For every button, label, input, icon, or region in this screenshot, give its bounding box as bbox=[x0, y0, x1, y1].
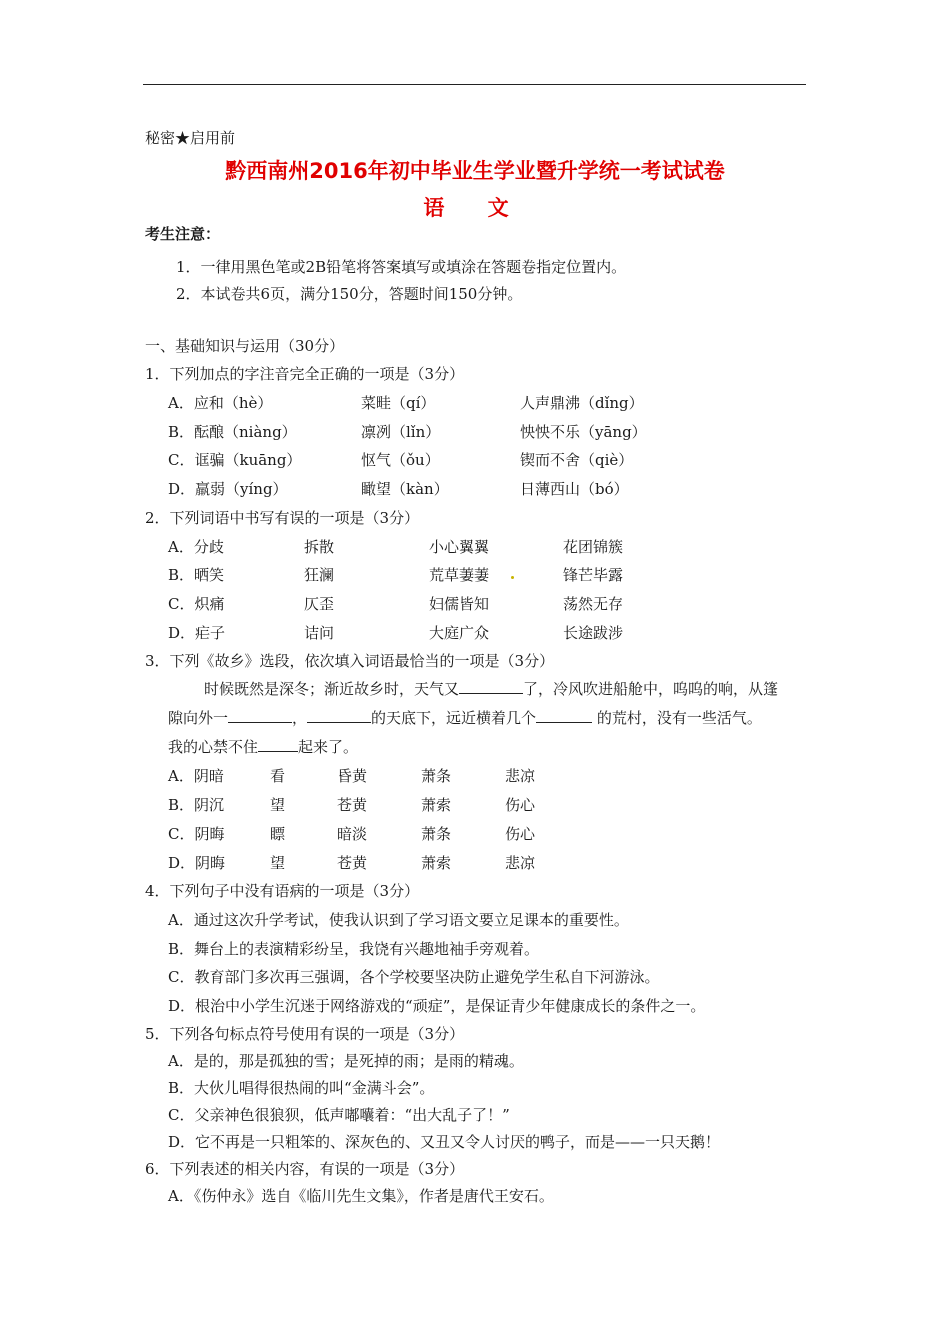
q1-option-cell: C．诓骗（kuāng） bbox=[168, 451, 302, 469]
subject-title: 语 文 bbox=[423, 196, 527, 220]
section-heading: 一、基础知识与运用（30分） bbox=[145, 337, 345, 355]
q3-option-cell: 苍黄 bbox=[337, 854, 368, 872]
q3-option-cell: 瞟 bbox=[270, 825, 286, 843]
q2-option-cell: 荒草萋萋 bbox=[429, 566, 490, 584]
q1-option-cell: D．羸弱（yíng） bbox=[168, 480, 288, 498]
secret-label: 秘密★启用前 bbox=[145, 129, 236, 147]
q2-option-cell: C．炽痛 bbox=[168, 595, 225, 613]
fill-blank bbox=[258, 735, 298, 752]
q1-option-cell: A．应和（hè） bbox=[168, 394, 273, 412]
question-6-stem: 6．下列表述的相关内容，有误的一项是（3分） bbox=[145, 1160, 465, 1178]
q1-option-cell: 菜畦（qí） bbox=[361, 394, 436, 412]
fill-blank bbox=[307, 706, 371, 723]
q3-option-cell: 萧索 bbox=[421, 854, 452, 872]
notice-item: 2．本试卷共6页，满分150分，答题时间150分钟。 bbox=[176, 285, 523, 303]
header-rule bbox=[143, 84, 806, 85]
q4-option: A．通过这次升学考试，使我认识到了学习语文要立足课本的重要性。 bbox=[168, 911, 629, 929]
q3-option-cell: 悲凉 bbox=[505, 767, 536, 785]
q1-option-cell: 怄气（ǒu） bbox=[361, 451, 440, 469]
q3-option-cell: 萧索 bbox=[421, 796, 452, 814]
q3-option-cell: A．阴暗 bbox=[168, 767, 224, 785]
q1-option-cell: 凛冽（lǐn） bbox=[361, 423, 441, 441]
q2-option-cell: A．分歧 bbox=[168, 538, 224, 556]
q3-option-cell: B．阴沉 bbox=[168, 796, 225, 814]
question-4-stem: 4．下列句子中没有语病的一项是（3分） bbox=[145, 882, 420, 900]
passage-text: 隙向外一 bbox=[168, 709, 229, 727]
passage-text: 我的心禁不住 bbox=[168, 738, 259, 756]
q3-passage-line-3 bbox=[168, 733, 358, 762]
q3-option-cell: 悲凉 bbox=[505, 854, 536, 872]
fill-blank bbox=[536, 706, 592, 723]
q2-option-cell: D．疟子 bbox=[168, 624, 226, 642]
question-1-stem: 1．下列加点的字注音完全正确的一项是（3分） bbox=[145, 365, 465, 383]
q3-option-cell: 望 bbox=[270, 796, 286, 814]
q3-option-cell: 萧条 bbox=[421, 825, 452, 843]
scan-speck bbox=[511, 576, 514, 579]
q2-option-cell: 仄歪 bbox=[304, 595, 335, 613]
passage-text: 时候既然是深冬；渐近故乡时，天气又 bbox=[204, 680, 460, 698]
fill-blank bbox=[228, 706, 292, 723]
passage-text: 起来了。 bbox=[298, 738, 359, 756]
q2-option-cell: 诘问 bbox=[304, 624, 335, 642]
q4-option: C．教育部门多次再三强调，各个学校要坚决防止避免学生私自下河游泳。 bbox=[168, 968, 660, 986]
q2-option-cell: 花团锦簇 bbox=[563, 538, 624, 556]
q3-option-cell: 伤心 bbox=[505, 825, 536, 843]
q2-option-cell: 长途跋涉 bbox=[563, 624, 624, 642]
q1-option-cell: 怏怏不乐（yāng） bbox=[520, 423, 647, 441]
q1-option-cell: 日薄西山（bó） bbox=[520, 480, 629, 498]
q4-option: D．根治中小学生沉迷于网络游戏的“顽症”，是保证青少年健康成长的条件之一。 bbox=[168, 997, 706, 1015]
passage-text: 了，冷风吹进船舱中，呜呜的响，从篷 bbox=[523, 680, 779, 698]
q5-option: B．大伙儿唱得很热闹的叫“金满斗会”。 bbox=[168, 1079, 435, 1097]
q3-option-cell: 伤心 bbox=[505, 796, 536, 814]
q5-option: D．它不再是一只粗笨的、深灰色的、又丑又令人讨厌的鸭子，而是——一只天鹅！ bbox=[168, 1133, 721, 1151]
q3-option-cell: D．阴晦 bbox=[168, 854, 226, 872]
question-3-stem: 3．下列《故乡》选段，依次填入词语最恰当的一项是（3分） bbox=[145, 652, 555, 670]
q2-option-cell: 拆散 bbox=[304, 538, 335, 556]
q5-option: A．是的，那是孤独的雪；是死掉的雨；是雨的精魂。 bbox=[168, 1052, 524, 1070]
q2-option-cell: 锋芒毕露 bbox=[563, 566, 624, 584]
q5-option: C．父亲神色很狼狈，低声嘟囔着：“出大乱子了！” bbox=[168, 1106, 510, 1124]
q6-option: A．《伤仲永》选自《临川先生文集》，作者是唐代王安石。 bbox=[168, 1187, 554, 1205]
q1-option-cell: 瞰望（kàn） bbox=[361, 480, 449, 498]
notice-item: 1．一律用黑色笔或2B铅笔将答案填写或填涂在答题卷指定位置内。 bbox=[176, 258, 627, 276]
notice-heading: 考生注意： bbox=[145, 225, 221, 243]
question-5-stem: 5．下列各句标点符号使用有误的一项是（3分） bbox=[145, 1025, 465, 1043]
passage-text: ， bbox=[292, 709, 308, 727]
q3-option-cell: 看 bbox=[270, 767, 286, 785]
q3-option-cell: 萧条 bbox=[421, 767, 452, 785]
q1-option-cell: 锲而不舍（qiè） bbox=[520, 451, 634, 469]
q3-option-cell: 望 bbox=[270, 854, 286, 872]
q2-option-cell: 狂澜 bbox=[304, 566, 335, 584]
passage-text: 的荒村，没有一些活气。 bbox=[592, 709, 762, 727]
q3-option-cell: C．阴晦 bbox=[168, 825, 225, 843]
q3-passage-line-1 bbox=[204, 675, 778, 704]
q3-option-cell: 苍黄 bbox=[337, 796, 368, 814]
q1-option-cell: B．酝酿（niàng） bbox=[168, 423, 297, 441]
q2-option-cell: 小心翼翼 bbox=[429, 538, 490, 556]
q2-option-cell: 大庭广众 bbox=[429, 624, 490, 642]
q3-passage-line-2 bbox=[168, 704, 762, 733]
q2-option-cell: B．晒笑 bbox=[168, 566, 225, 584]
q2-option-cell: 荡然无存 bbox=[563, 595, 624, 613]
q2-option-cell: 妇儒皆知 bbox=[429, 595, 490, 613]
q4-option: B．舞台上的表演精彩纷呈，我饶有兴趣地袖手旁观着。 bbox=[168, 940, 540, 958]
passage-text: 的天底下，远近横着几个 bbox=[371, 709, 537, 727]
q1-option-cell: 人声鼎沸（dǐng） bbox=[520, 394, 644, 412]
exam-title: 黔西南州2016年初中毕业生学业暨升学统一考试试卷 bbox=[225, 159, 725, 183]
fill-blank bbox=[459, 677, 523, 694]
q3-option-cell: 暗淡 bbox=[337, 825, 368, 843]
q3-option-cell: 昏黄 bbox=[337, 767, 368, 785]
question-2-stem: 2．下列词语中书写有误的一项是（3分） bbox=[145, 509, 420, 527]
